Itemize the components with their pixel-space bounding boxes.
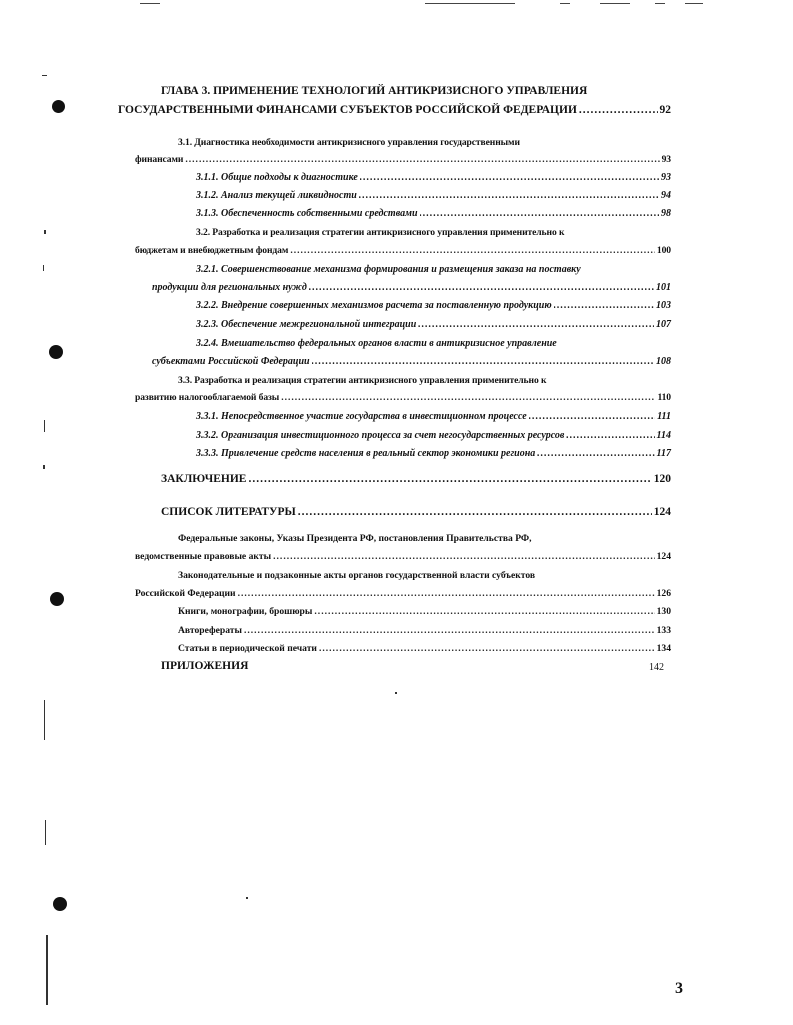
references-federal-line1: Федеральные законы, Указы Президента РФ, постановления Правительства РФ, — [178, 533, 532, 544]
toc-entry-label: 3.1.2. Анализ текущей ликвидности — [196, 190, 357, 201]
toc-entry-label: 3.3.1. Непосредственное участие государства в инвестиционном процессе — [196, 411, 527, 422]
section-3-1-line1: 3.1. Диагностика необходимости антикризисного управления государственными — [178, 137, 520, 148]
section-3-1-line2: финансами — [135, 154, 184, 165]
page-ref: 124 — [656, 551, 671, 562]
dot-leader — [360, 171, 659, 184]
scan-line — [685, 3, 703, 4]
toc-entry-label: 3.1.1. Общие подходы к диагностике — [196, 172, 358, 183]
dot-leader — [418, 318, 654, 331]
references-federal-line2: ведомственные правовые акты — [135, 551, 272, 562]
section-3-2-line2: бюджетам и внебюджетным фондам — [135, 245, 289, 256]
chapter-title-line1: ГЛАВА 3. ПРИМЕНЕНИЕ ТЕХНОЛОГИЙ АНТИКРИЗИСНОГО УПРАВЛЕНИЯ — [161, 85, 588, 97]
page-number: 3 — [675, 980, 683, 997]
toc-entry-3-2-2[interactable] — [196, 299, 671, 312]
toc-entry-abstracts[interactable] — [178, 624, 671, 637]
dot-leader — [298, 505, 652, 520]
toc-entry-label: 3.2.3. Обеспечение межрегиональной интеграции — [196, 319, 417, 330]
section-3-2-4-line2: субъектами Российской Федерации — [152, 356, 310, 367]
page-ref: 92 — [659, 104, 671, 116]
dot-leader — [359, 189, 659, 202]
scan-speck — [46, 935, 48, 1005]
toc-entry-3-1-3[interactable] — [196, 207, 671, 220]
section-3-2-1-line1: 3.2.1. Совершенствование механизма формирования и размещения заказа на поставку — [196, 264, 581, 275]
page-ref: 100 — [656, 245, 671, 256]
toc-entry-3-3-2[interactable] — [196, 429, 671, 442]
scan-speck — [395, 692, 397, 694]
dot-leader — [290, 244, 655, 257]
toc-entry-3-2-4[interactable] — [152, 355, 671, 368]
toc-entry-chapter-3[interactable] — [118, 103, 671, 118]
page-ref: 98 — [661, 208, 671, 219]
toc-entry-3-1[interactable] — [135, 153, 671, 166]
dot-leader — [554, 299, 654, 312]
toc-entry-3-3[interactable] — [135, 391, 671, 404]
scan-line — [600, 3, 630, 4]
page-ref: 114 — [656, 430, 671, 441]
page-ref: 108 — [656, 356, 671, 367]
dot-leader — [281, 391, 655, 404]
dot-leader — [248, 472, 651, 487]
punch-hole — [53, 897, 67, 911]
punch-hole — [49, 345, 63, 359]
dot-leader — [420, 207, 659, 220]
toc-entry-label: ЗАКЛЮЧЕНИЕ — [161, 473, 247, 485]
section-3-2-1-line2: продукции для региональных нужд — [152, 282, 307, 293]
page-ref: 133 — [656, 625, 671, 636]
scan-speck — [246, 897, 248, 899]
dot-leader — [319, 642, 655, 655]
scan-line — [560, 3, 570, 4]
page-ref: 117 — [656, 448, 671, 459]
scan-line — [140, 3, 160, 4]
toc-entry-3-2[interactable] — [135, 244, 671, 257]
dot-leader — [314, 605, 654, 618]
scan-line — [425, 3, 515, 4]
toc-entry-label: 3.3.3. Привлечение средств населения в реальный сектор экономики региона — [196, 448, 536, 459]
scan-speck — [43, 265, 44, 271]
scan-speck — [44, 700, 45, 740]
toc-entry-3-3-3[interactable] — [196, 447, 671, 460]
dot-leader — [529, 410, 655, 423]
toc-entry-appendices[interactable]: ПРИЛОЖЕНИЯ — [161, 660, 249, 672]
page-ref: 93 — [661, 172, 671, 183]
page-ref: 126 — [656, 588, 671, 599]
toc-entry-label: 3.1.3. Обеспеченность собственными средствами — [196, 208, 418, 219]
toc-entry-3-2-3[interactable] — [196, 318, 671, 331]
page-ref: 103 — [656, 300, 671, 311]
dot-leader — [309, 281, 654, 294]
page-ref: 94 — [661, 190, 671, 201]
section-3-3-line1: 3.3. Разработка и реализация стратегии антикризисного управления применительно к — [178, 375, 547, 386]
dot-leader — [566, 429, 654, 442]
page-ref: 93 — [661, 154, 671, 165]
page-ref: 107 — [656, 319, 671, 330]
dot-leader — [238, 587, 655, 600]
scan-line — [655, 3, 665, 4]
chapter-title-line2: ГОСУДАРСТВЕННЫМИ ФИНАНСАМИ СУБЪЕКТОВ РОССИЙСКОЙ ФЕДЕРАЦИИ — [118, 104, 577, 116]
toc-entry-label: 3.2.2. Внедрение совершенных механизмов расчета за поставленную продукцию — [196, 300, 552, 311]
toc-entry-3-1-2[interactable] — [196, 189, 671, 202]
toc-entry-label: Авторефераты — [178, 625, 242, 636]
punch-hole — [52, 100, 65, 113]
toc-entry-label: СПИСОК ЛИТЕРАТУРЫ — [161, 506, 296, 518]
toc-entry-label: 3.3.2. Организация инвестиционного процесса за счет негосударственных ресурсов — [196, 430, 565, 441]
page-ref: 111 — [657, 411, 671, 422]
references-regional-line1: Законодательные и подзаконные акты органов государственной власти субъектов — [178, 570, 536, 581]
toc-entry-3-3-1[interactable] — [196, 410, 671, 423]
scan-speck — [42, 75, 47, 76]
toc-entry-references[interactable] — [161, 505, 671, 520]
page-ref: 120 — [653, 473, 671, 485]
scan-speck — [44, 230, 46, 234]
scan-speck — [45, 820, 46, 845]
page-ref: 110 — [657, 392, 671, 403]
dot-leader — [185, 153, 659, 166]
toc-entry-books[interactable] — [178, 605, 671, 618]
dot-leader — [273, 550, 654, 563]
section-3-2-4-line1: 3.2.4. Вмешательство федеральных органов власти в антикризисное управление — [196, 338, 557, 349]
dot-leader — [244, 624, 655, 637]
toc-entry-label: Статьи в периодической печати — [178, 643, 317, 654]
scan-speck — [43, 465, 45, 469]
dot-leader — [579, 103, 658, 118]
toc-entry-3-1-1[interactable] — [196, 171, 671, 184]
page-ref: 101 — [656, 282, 671, 293]
toc-entry-label: Книги, монографии, брошюры — [178, 606, 313, 617]
page-ref: 124 — [653, 506, 671, 518]
section-3-2-line1: 3.2. Разработка и реализация стратегии антикризисного управления применительно к — [196, 227, 565, 238]
toc-entry-articles[interactable] — [178, 642, 671, 655]
scan-speck — [44, 420, 45, 432]
page-ref: 134 — [656, 643, 671, 654]
toc-entry-federal-laws[interactable] — [135, 550, 671, 563]
punch-hole — [50, 592, 64, 606]
toc-entry-regional-acts[interactable] — [135, 587, 671, 600]
references-regional-line2: Российской Федерации — [135, 588, 236, 599]
section-3-3-line2: развитию налогооблагаемой базы — [135, 392, 280, 403]
dot-leader — [537, 447, 654, 460]
toc-entry-conclusion[interactable] — [161, 472, 671, 487]
dot-leader — [312, 355, 654, 368]
appendices-page-ref: 142 — [649, 662, 664, 673]
page-ref: 130 — [656, 606, 671, 617]
toc-entry-3-2-1[interactable] — [152, 281, 671, 294]
